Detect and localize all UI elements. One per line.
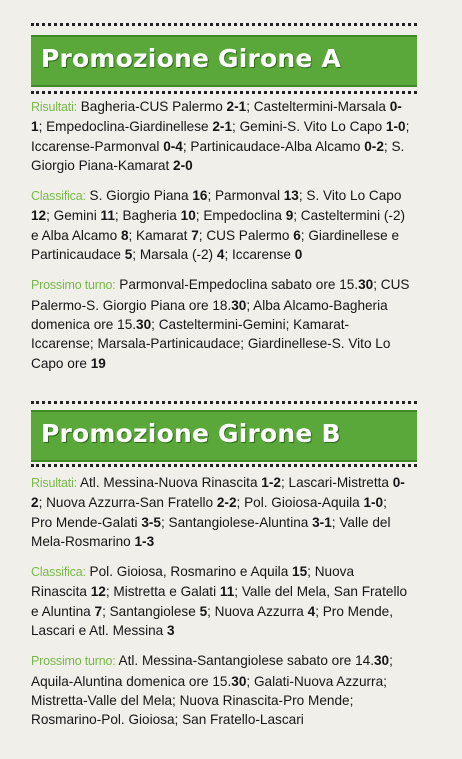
section-b-risultati: [31, 473, 411, 551]
prossimo-label: Prossimo turno:: [31, 278, 116, 293]
prossimo-text: Atl. Messina-Santangiolese sabato ore 14.30; Aquila-Aluntina domenica ore 15.30; Galati-Nuova Azzurra; Mistretta-Valle del Mela; Nuova Rinascita-Pro Mende; Rosmarino-Pol. Gioiosa; San Fratello-Lascari: [31, 653, 393, 728]
section-a-risultati: [31, 97, 411, 175]
section-a-classifica: [31, 186, 411, 264]
classifica-text: S. Giorgio Piana 16; Parmonval 13; S. Vito Lo Capo 12; Gemini 11; Bagheria 10; Empedoclina 9; Casteltermini (-2) e Alba Alcamo 8; Kamarat 7; CUS Palermo 6; Giardinellese e Partinicaudace 5; Marsala (-2) 4; Iccarense 0: [31, 188, 406, 263]
classifica-text: Pol. Gioiosa, Rosmarino e Aquila 15; Nuova Rinascita 12; Mistretta e Galati 11; Valle del Mela, San Fratello e Aluntina 7; Santangiolese 5; Nuova Azzurra 4; Pro Mende, Lascari e Atl. Messina 3: [31, 564, 408, 639]
section-b-classifica: [31, 562, 411, 640]
section-b-body: [31, 473, 411, 741]
prossimo-text: Parmonval-Empedoclina sabato ore 15.30; CUS Palermo-S. Giorgio Piana ore 18.30; Alba Alcamo-Bagheria domenica ore 15.30; Casteltermini-Gemini; Kamarat-Iccarense; Marsala-Partinicaudace; Giardinellese-S. Vito Lo Capo ore 19: [31, 277, 410, 371]
risultati-label: Risultati:: [31, 476, 77, 490]
dotted-divider-top-a: [31, 23, 417, 26]
risultati-text: Atl. Messina-Nuova Rinascita 1-2; Lascari-Mistretta 0-2; Nuova Azzurra-San Fratello 2-2; Pol. Gioiosa-Aquila 1-0; Pro Mende-Galati 3-5; Santangiolese-Aluntina 3-1; Valle del Mela-Rosmarino 1-3: [31, 475, 405, 549]
section-b-prossimo: [31, 651, 411, 729]
prossimo-label: Prossimo turno:: [31, 654, 116, 669]
section-b-header: [31, 410, 417, 462]
classifica-label: Classifica:: [31, 189, 86, 204]
risultati-text: Bagheria-CUS Palermo 2-1; Casteltermini-Marsala 0-1; Empedoclina-Giardinellese 2-1; Gemini-S. Vito Lo Capo 1-0; Iccarense-Parmonval 0-4; Partinicaudace-Alba Alcamo 0-2; S. Giorgio Piana-Kamarat 2-0: [31, 99, 410, 173]
dotted-divider-bottom-b: [31, 464, 417, 467]
risultati-label: Risultati:: [31, 100, 77, 114]
dotted-divider-top-b: [31, 401, 417, 404]
classifica-label: Classifica:: [31, 565, 86, 580]
dotted-divider-bottom-a: [31, 91, 417, 94]
section-a-prossimo: [31, 275, 411, 372]
section-a-header: [31, 35, 417, 87]
section-a-body: [31, 97, 411, 384]
section-a-title: Promozione Girone A: [41, 44, 342, 73]
section-b-title: Promozione Girone B: [41, 419, 341, 448]
